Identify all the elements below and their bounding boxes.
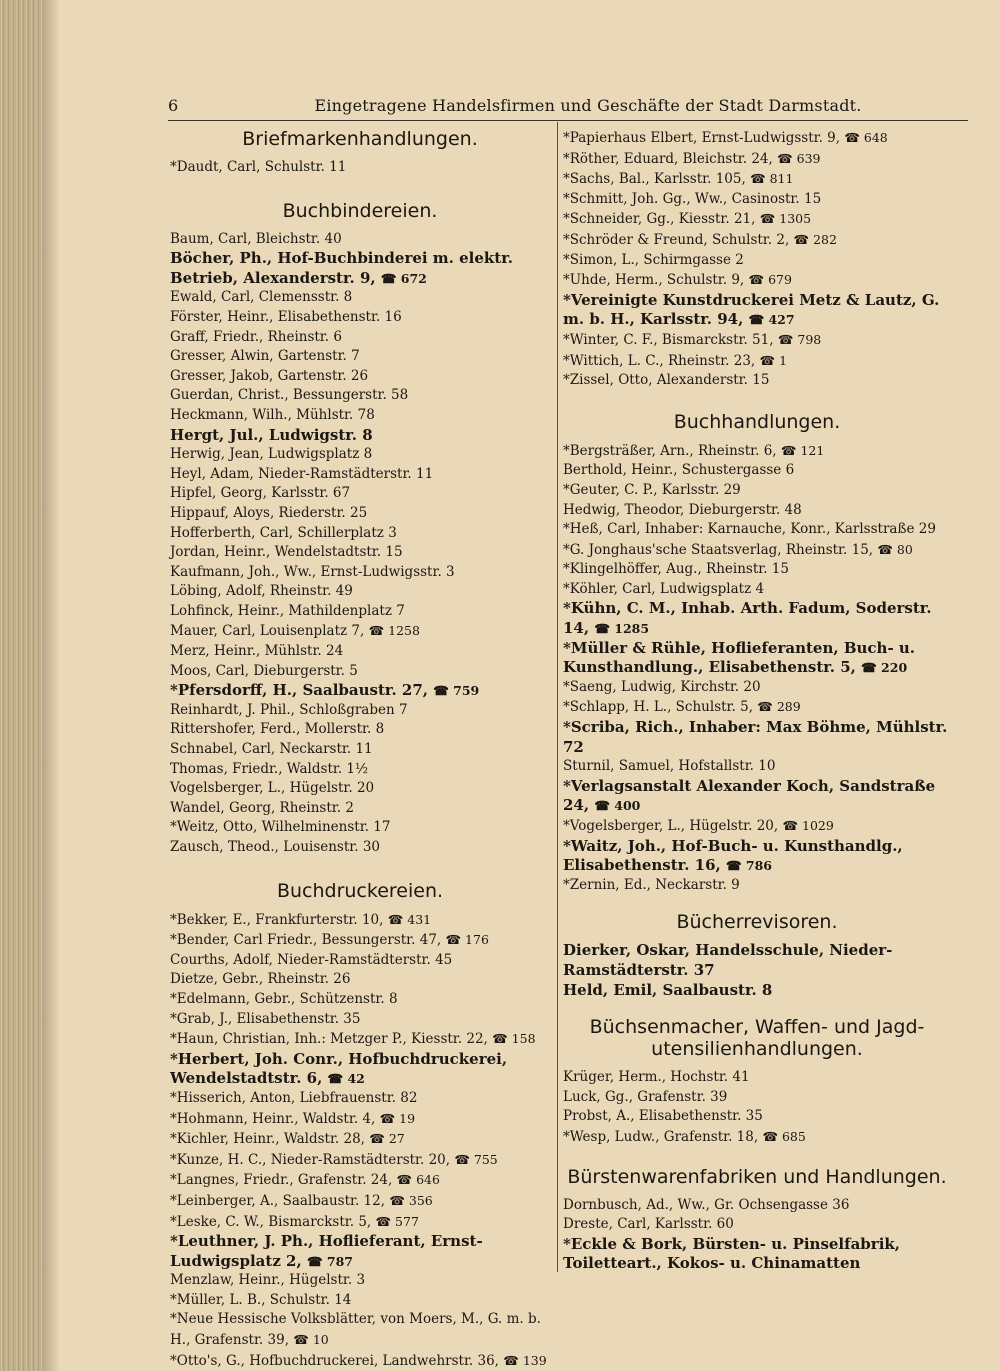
directory-entry: [563, 580, 951, 600]
directory-entry: [170, 1029, 550, 1050]
entry-text: *Kunze, H. C., Nieder-Ramstädterstr. 20,: [170, 1151, 455, 1168]
directory-entry: [170, 910, 550, 931]
directory-entry: [170, 1271, 550, 1291]
entry-text: Böcher, Ph., Hof-Buchbinderei m. elektr. Betrieb, Alexanderstr. 9,: [170, 249, 513, 287]
phone-number: 639: [796, 150, 821, 166]
directory-entry: [170, 602, 550, 622]
directory-entry: [170, 1351, 550, 1371]
section: [170, 128, 550, 178]
entry-text: Baum, Carl, Bleichstr. 40: [170, 230, 342, 247]
entry-text: *Vereinigte Kunstdruckerei Metz & Lautz, G. m. b. H., Karlsstr. 94,: [563, 290, 940, 329]
directory-entry: [170, 465, 550, 485]
section-heading: Buchhandlungen.: [673, 410, 841, 433]
entry-text: *Müller & Rühle, Hoflieferanten, Buch- u. Kunsthandlung., Elisabethenstr. 5,: [563, 638, 916, 677]
entry-text: Berthold, Heinr., Schustergasse 6: [563, 462, 795, 479]
telephone-icon: ☎: [445, 932, 466, 948]
entry-text: Luck, Gg., Grafenstr. 39: [563, 1088, 728, 1105]
entry-text: *Müller, L. B., Schulstr. 14: [170, 1291, 352, 1308]
entry-text: Herwig, Jean, Ludwigsplatz 8: [170, 446, 373, 463]
directory-entry: [170, 930, 550, 951]
telephone-icon: ☎: [306, 1253, 327, 1269]
entry-text: Hipfel, Georg, Karlsstr. 67: [170, 485, 351, 502]
telephone-icon: ☎: [762, 1128, 782, 1144]
header-rule: [168, 120, 968, 121]
directory-entry: [563, 678, 951, 698]
directory-entry: [170, 838, 550, 858]
entry-text: *Sachs, Bal., Karlsstr. 105,: [563, 171, 751, 188]
entry-text: Courths, Adolf, Nieder-Ramstädterstr. 45: [170, 951, 453, 968]
directory-entry: [170, 1170, 550, 1191]
telephone-icon: ☎: [725, 858, 746, 874]
directory-entry: [170, 504, 550, 524]
directory-entry: [170, 288, 550, 308]
directory-entry: [563, 757, 951, 777]
directory-entry: [563, 540, 951, 561]
entry-text: *Vogelsberger, L., Hügelstr. 20,: [563, 818, 783, 834]
directory-entry: [170, 524, 550, 544]
entry-text: Kaufmann, Joh., Ww., Ernst-Ludwigsstr. 3: [170, 563, 455, 580]
phone-number: 1: [779, 352, 788, 368]
directory-entry: [563, 169, 951, 190]
directory-entry: [563, 981, 951, 1001]
directory-entry: [170, 818, 550, 838]
book-spine: [0, 0, 42, 1371]
directory-entry: [563, 481, 951, 501]
telephone-icon: ☎: [396, 1172, 417, 1188]
telephone-icon: ☎: [454, 1151, 474, 1167]
entry-text: Schnabel, Carl, Neckarstr. 11: [170, 741, 373, 758]
section-heading: Bürstenwarenfabriken und Handlungen.: [567, 1165, 947, 1188]
entry-text: Moos, Carl, Dieburgerstr. 5: [170, 662, 358, 679]
entry-text: Graff, Friedr., Rheinstr. 6: [170, 328, 342, 345]
entry-text: *Daudt, Carl, Schulstr. 11: [170, 159, 347, 175]
entry-text: *Simon, L., Schirmgasse 2: [563, 251, 744, 268]
phone-number: 787: [326, 1253, 353, 1269]
telephone-icon: ☎: [380, 270, 401, 286]
entry-text: *Saeng, Ludwig, Kirchstr. 20: [563, 678, 761, 695]
entry-text: *Bekker, E., Frankfurterstr. 10,: [170, 911, 388, 928]
entry-text: *Bender, Carl Friedr., Bessungerstr. 47,: [170, 932, 446, 949]
entry-text: Mauer, Carl, Louisenplatz 7,: [170, 623, 369, 640]
entry-text: Gresser, Jakob, Gartenstr. 26: [170, 367, 369, 384]
entry-text: *Edelmann, Gebr., Schützenstr. 8: [170, 990, 398, 1007]
directory-entry: [170, 582, 550, 602]
directory-entry: [170, 1150, 550, 1171]
entry-text: *Röther, Eduard, Bleichstr. 24,: [563, 150, 778, 167]
directory-entry: [563, 251, 951, 271]
directory-entry: [563, 1127, 951, 1148]
entry-text: *Scriba, Rich., Inhaber: Max Böhme, Mühlstr. 72: [563, 718, 948, 756]
phone-number: 19: [399, 1110, 416, 1126]
entry-text: *Wittich, L. C., Rheinstr. 23,: [563, 352, 760, 369]
phone-number: 121: [800, 442, 825, 458]
phone-number: 811: [769, 171, 794, 187]
directory-entry: [170, 799, 550, 819]
directory-entry: [170, 621, 550, 642]
telephone-icon: ☎: [293, 1332, 313, 1348]
phone-number: 158: [511, 1031, 536, 1047]
directory-entry: [170, 720, 550, 740]
directory-entry: [170, 1050, 550, 1089]
left-column: [170, 128, 550, 1371]
telephone-icon: ☎: [387, 911, 408, 927]
directory-entry: [563, 291, 951, 330]
directory-entry: [170, 563, 550, 583]
phone-number: 431: [407, 911, 432, 927]
phone-number: 685: [781, 1128, 806, 1144]
entry-text: *Neue Hessische Volksblätter, von Moers, M., G. m. b. H., Grafenstr. 39,: [170, 1311, 541, 1349]
entry-text: Thomas, Friedr., Waldstr. 1½: [170, 760, 369, 777]
entry-text: *Grab, J., Elisabethenstr. 35: [170, 1010, 361, 1027]
entry-text: Krüger, Herm., Hochstr. 41: [563, 1069, 750, 1086]
directory-entry: [170, 1310, 550, 1350]
section-heading: Buchdruckereien.: [276, 879, 444, 902]
directory-entry: [170, 990, 550, 1010]
telephone-icon: ☎: [780, 442, 801, 458]
telephone-icon: ☎: [375, 1213, 396, 1229]
phone-number: 42: [347, 1071, 365, 1087]
phone-number: 1258: [388, 623, 420, 639]
entry-text: *Zernin, Ed., Neckarstr. 9: [563, 876, 740, 893]
phone-number: 289: [776, 699, 801, 715]
entry-text: Vogelsberger, L., Hügelstr. 20: [170, 780, 375, 797]
directory-entry: [170, 970, 550, 990]
telephone-icon: ☎: [844, 130, 864, 145]
directory-entry: [170, 1109, 550, 1130]
telephone-icon: ☎: [748, 272, 769, 288]
entry-text: *Leinberger, A., Saalbaustr. 12,: [170, 1192, 390, 1209]
telephone-icon: ☎: [748, 312, 769, 328]
directory-entry: [563, 128, 951, 149]
phone-number: 282: [813, 231, 837, 247]
directory-entry: [563, 461, 951, 481]
entry-text: *Schmitt, Joh. Gg., Ww., Casinostr. 15: [563, 190, 822, 207]
entry-text: Wandel, Georg, Rheinstr. 2: [170, 799, 354, 816]
phone-number: 80: [896, 541, 913, 557]
directory-entry: [170, 779, 550, 799]
directory-entry: [170, 308, 550, 328]
section-heading: Bücherrevisoren.: [676, 911, 838, 934]
phone-number: 1305: [779, 211, 812, 227]
phone-number: 1029: [802, 818, 834, 833]
telephone-icon: ☎: [503, 1352, 523, 1368]
entry-text: *Schneider, Gg., Kiesstr. 21,: [563, 211, 760, 228]
telephone-icon: ☎: [750, 171, 770, 187]
directory-entry: [170, 347, 550, 367]
directory-entry: [563, 501, 951, 521]
directory-entry: [170, 406, 550, 426]
directory-entry: [170, 1232, 550, 1271]
directory-entry: [170, 740, 550, 760]
directory-entry: [170, 1089, 550, 1109]
directory-entry: [563, 639, 951, 678]
directory-entry: [563, 190, 951, 210]
phone-number: 220: [881, 660, 908, 676]
entry-text: *Haun, Christian, Inh.: Metzger P., Kiesstr. 22,: [170, 1031, 493, 1048]
entry-text: *Bergsträßer, Arn., Rheinstr. 6,: [563, 442, 781, 459]
directory-entry: [563, 351, 951, 372]
telephone-icon: ☎: [389, 1192, 409, 1208]
section: [563, 411, 951, 896]
entry-text: *Zissel, Otto, Alexanderstr. 15: [563, 372, 770, 389]
telephone-icon: ☎: [877, 541, 897, 557]
section-heading: Briefmarkenhandlungen.: [242, 128, 478, 150]
directory-entry: [170, 701, 550, 721]
directory-entry: [563, 209, 951, 230]
phone-number: 1285: [614, 621, 650, 637]
entry-text: *Geuter, C. P., Karlsstr. 29: [563, 481, 741, 498]
directory-entry: [563, 697, 951, 718]
page-number: 6: [168, 96, 179, 115]
telephone-icon: ☎: [757, 699, 777, 715]
entry-text: *Weitz, Otto, Wilhelminenstr. 17: [170, 819, 391, 836]
phone-number: 786: [745, 858, 772, 874]
phone-number: 672: [400, 270, 427, 286]
phone-number: 27: [388, 1131, 405, 1147]
entry-text: *Köhler, Carl, Ludwigsplatz 4: [563, 580, 765, 597]
entry-text: Dietze, Gebr., Rheinstr. 26: [170, 971, 351, 988]
directory-entry: [563, 560, 951, 580]
section: [170, 880, 550, 1371]
entry-text: Held, Emil, Saalbaustr. 8: [563, 980, 773, 999]
entry-text: *Hohmann, Heinr., Waldstr. 4,: [170, 1110, 380, 1127]
entry-text: Lohfinck, Heinr., Mathildenplatz 7: [170, 602, 405, 619]
entry-text: Menzlaw, Heinr., Hügelstr. 3: [170, 1272, 366, 1289]
entry-text: *Herbert, Joh. Conr., Hofbuchdruckerei, Wendelstadtstr. 6,: [170, 1049, 508, 1088]
entry-text: Hofferberth, Carl, Schillerplatz 3: [170, 524, 397, 541]
directory-entry: [563, 599, 951, 638]
entry-text: Rittershofer, Ferd., Mollerstr. 8: [170, 721, 385, 738]
directory-entry: [170, 328, 550, 348]
telephone-icon: ☎: [327, 1071, 348, 1087]
entry-text: Sturnil, Samuel, Hofstallstr. 10: [563, 758, 776, 775]
phone-number: 139: [522, 1352, 547, 1368]
phone-number: 400: [614, 798, 641, 814]
entry-text: Merz, Heinr., Mühlstr. 24: [170, 643, 344, 660]
directory-entry: [563, 718, 951, 757]
directory-entry: [563, 520, 951, 540]
entry-text: *Kühn, C. M., Inhab. Arth. Fadum, Soderstr. 14,: [563, 599, 932, 638]
phone-number: 176: [465, 932, 489, 948]
directory-entry: [170, 386, 550, 406]
entry-text: *Wesp, Ludw., Grafenstr. 18,: [563, 1128, 763, 1145]
entry-text: Guerdan, Christ., Bessungerstr. 58: [170, 387, 409, 404]
section-heading: Büchsenmacher, Waffen- und Jagd-utensilienhandlungen.: [589, 1016, 925, 1061]
phone-number: 646: [416, 1172, 440, 1188]
directory-entry: [563, 816, 951, 837]
directory-entry: [170, 426, 550, 446]
telephone-icon: ☎: [368, 623, 389, 639]
entry-text: Gresser, Alwin, Gartenstr. 7: [170, 348, 360, 365]
directory-entry: [563, 330, 951, 351]
section: [563, 1166, 951, 1274]
entry-text: Heckmann, Wilh., Mühlstr. 78: [170, 406, 375, 423]
telephone-icon: ☎: [759, 352, 780, 368]
directory-entry: [170, 662, 550, 682]
phone-number: 577: [395, 1213, 419, 1229]
directory-entry: [170, 158, 550, 178]
directory-entry: [563, 1215, 951, 1235]
entry-text: *Hisserich, Anton, Liebfrauenstr. 82: [170, 1089, 418, 1106]
directory-entry: [563, 876, 951, 896]
entry-text: *Langnes, Friedr., Grafenstr. 24,: [170, 1172, 397, 1189]
telephone-icon: ☎: [777, 331, 798, 347]
entry-text: *Papierhaus Elbert, Ernst-Ludwigsstr. 9,: [563, 130, 845, 146]
entry-text: Dreste, Carl, Karlsstr. 60: [563, 1216, 734, 1233]
directory-entry: [170, 230, 550, 250]
right-column: [563, 128, 951, 1274]
entry-text: *Klingelhöffer, Aug., Rheinstr. 15: [563, 561, 789, 578]
telephone-icon: ☎: [782, 818, 803, 833]
telephone-icon: ☎: [433, 683, 454, 699]
entry-text: *Heß, Carl, Inhaber: Karnauche, Konr., Karlsstraße 29: [563, 521, 936, 538]
entry-text: *Leuthner, J. Ph., Hoflieferant, Ernst-Ludwigsplatz 2,: [170, 1232, 483, 1270]
entry-text: *Eckle & Bork, Bürsten- u. Pinselfabrik, Toiletteart., Kokos- u. Chinamatten: [563, 1234, 901, 1273]
entry-text: *Verlagsanstalt Alexander Koch, Sandstraße 24,: [563, 776, 936, 815]
phone-number: 648: [863, 130, 888, 145]
telephone-icon: ☎: [594, 798, 615, 814]
directory-entry: [170, 484, 550, 504]
directory-entry: [170, 760, 550, 780]
directory-entry: [563, 777, 951, 816]
directory-entry: [563, 1235, 951, 1274]
directory-entry: [563, 1107, 951, 1127]
running-head: Eingetragene Handelsfirmen und Geschäfte der Stadt Darmstadt.: [314, 96, 862, 115]
column-divider: [557, 122, 558, 1272]
telephone-icon: ☎: [793, 231, 814, 247]
directory-entry: [170, 1291, 550, 1311]
telephone-icon: ☎: [861, 660, 882, 676]
section: [563, 911, 951, 1000]
gutter-shadow: [42, 0, 60, 1371]
directory-entry: [170, 1191, 550, 1212]
directory-entry: [563, 230, 951, 251]
entry-text: Heyl, Adam, Nieder-Ramstädterstr. 11: [170, 465, 434, 482]
entry-text: Hergt, Jul., Ludwigstr. 8: [170, 425, 373, 444]
entry-text: *Uhde, Herm., Schulstr. 9,: [563, 272, 749, 289]
telephone-icon: ☎: [777, 150, 797, 166]
entry-text: *Otto's, G., Hofbuchdruckerei, Landwehrstr. 36,: [170, 1352, 504, 1369]
entry-text: *Pfersdorff, H., Saalbaustr. 27,: [170, 681, 434, 700]
entry-text: *G. Jonghaus'sche Staatsverlag, Rheinstr. 15,: [563, 541, 878, 558]
directory-entry: [563, 837, 951, 876]
directory-entry: [170, 642, 550, 662]
phone-number: 10: [312, 1332, 329, 1348]
entry-text: Reinhardt, J. Phil., Schloßgraben 7: [170, 701, 408, 718]
entry-text: Hippauf, Aloys, Riederstr. 25: [170, 504, 368, 521]
directory-entry: [170, 249, 550, 288]
directory-entry: [563, 1068, 951, 1088]
entry-text: Hedwig, Theodor, Dieburgerstr. 48: [563, 501, 802, 518]
directory-entry: [563, 149, 951, 170]
section: [563, 1016, 951, 1147]
directory-entry: [563, 441, 951, 462]
entry-text: Probst, A., Elisabethenstr. 35: [563, 1108, 763, 1125]
directory-entry: [170, 367, 550, 387]
entry-text: Förster, Heinr., Elisabethenstr. 16: [170, 308, 402, 325]
entry-text: Dornbusch, Ad., Ww., Gr. Ochsengasse 36: [563, 1196, 850, 1213]
phone-number: 427: [768, 312, 795, 328]
entry-text: Zausch, Theod., Louisenstr. 30: [170, 839, 381, 855]
directory-entry: [563, 941, 951, 980]
telephone-icon: ☎: [379, 1110, 400, 1126]
section: [170, 200, 550, 858]
directory-entry: [563, 270, 951, 291]
directory-entry: [170, 543, 550, 563]
entry-text: *Waitz, Joh., Hof-Buch- u. Kunsthandlg., Elisabethenstr. 16,: [563, 836, 903, 875]
entry-text: *Schröder & Freund, Schulstr. 2,: [563, 231, 794, 248]
entry-text: *Kichler, Heinr., Waldstr. 28,: [170, 1131, 370, 1148]
directory-entry: [170, 951, 550, 971]
telephone-icon: ☎: [759, 211, 780, 227]
directory-entry: [170, 1212, 550, 1233]
entry-text: Jordan, Heinr., Wendelstadtstr. 15: [170, 544, 403, 561]
phone-number: 798: [797, 331, 822, 347]
phone-number: 759: [453, 683, 480, 699]
telephone-icon: ☎: [369, 1131, 389, 1147]
page-header: [168, 96, 968, 122]
directory-entry: [170, 1129, 550, 1150]
directory-entry: [170, 445, 550, 465]
telephone-icon: ☎: [594, 621, 615, 637]
directory-entry: [170, 681, 550, 701]
directory-entry: [563, 1088, 951, 1108]
entry-text: Löbing, Adolf, Rheinstr. 49: [170, 583, 353, 600]
entry-text: Dierker, Oskar, Handelsschule, Nieder-Ramstädterstr. 37: [563, 941, 893, 979]
section: [563, 128, 951, 391]
entry-text: Ewald, Carl, Clemensstr. 8: [170, 289, 353, 306]
phone-number: 679: [768, 272, 792, 288]
entry-text: *Winter, C. F., Bismarckstr. 51,: [563, 331, 778, 348]
section-heading: Buchbindereien.: [282, 199, 438, 222]
telephone-icon: ☎: [492, 1031, 512, 1047]
entry-text: *Schlapp, H. L., Schulstr. 5,: [563, 699, 758, 716]
phone-number: 755: [473, 1151, 498, 1167]
directory-entry: [563, 371, 951, 391]
phone-number: 356: [408, 1192, 433, 1208]
directory-entry: [170, 1010, 550, 1030]
directory-entry: [563, 1196, 951, 1216]
entry-text: *Leske, C. W., Bismarckstr. 5,: [170, 1213, 376, 1230]
